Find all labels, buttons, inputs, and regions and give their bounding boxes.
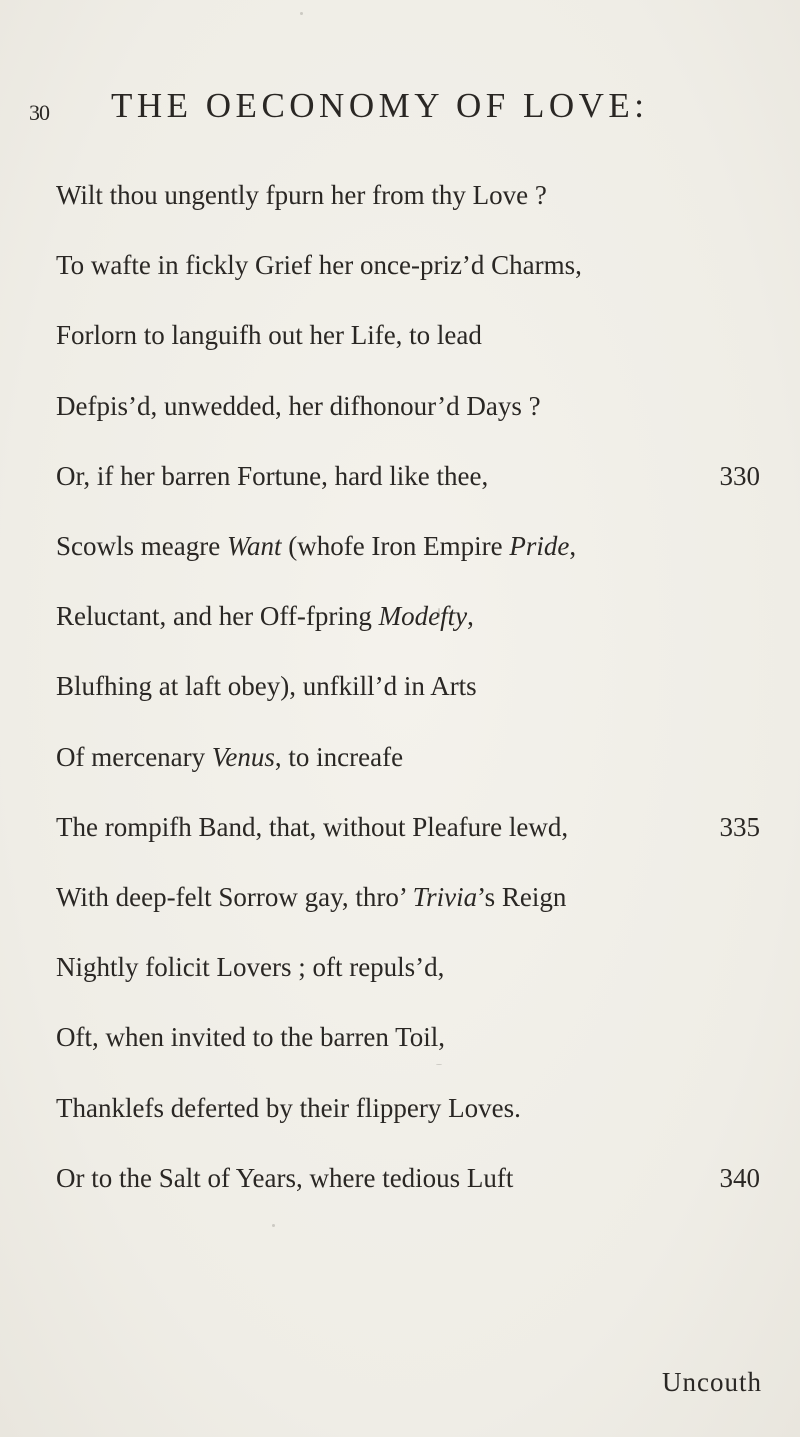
verse-fragment: , [569,531,577,561]
page-number: 30 [29,100,49,125]
italic-word: Pride [509,531,570,561]
verse-line [0,1017,800,1057]
verse-fragment: Or to the Salt of Years, where tedious Luft [56,1163,514,1193]
verse-fragment: , [467,601,474,631]
verse-line-text [56,315,482,355]
verse-fragment: To wafte in fickly Grief her once-priz’d Charms, [56,250,582,280]
verse-fragment: Forlorn to languifh out her Life, to lead [56,320,482,350]
verse-line [0,315,800,355]
verse-fragment: Blufhing at laft obey), unfkill’d in Arts [56,671,477,701]
verse-fragment: Reluctant, and her Off-fpring [56,601,379,631]
verse-line [0,526,800,566]
verse-line [0,877,800,917]
verse-line [0,175,800,215]
italic-word: Trivia [412,882,478,912]
verse-fragment: ’s Reign [477,882,567,912]
verse-line-text [56,1158,513,1198]
verse-line-text [56,807,568,847]
line-number: 330 [719,461,760,491]
italic-word: Venus [211,742,275,772]
verse-fragment: Or, if her barren Fortune, hard like thee, [56,461,489,491]
paper-speck [740,1170,742,1172]
line-number: 335 [719,812,760,842]
verse-line-text [56,737,403,777]
verse-line-text [56,456,488,496]
italic-word: Modefty [378,601,468,631]
verse-fragment: The rompifh Band, that, without Pleafure lewd, [56,812,569,842]
verse-line-text [56,1088,521,1128]
paper-speck [438,608,440,618]
verse-line [0,807,800,847]
verse-line-text [56,666,477,706]
verse-line [0,737,800,777]
paper-speck [300,12,303,15]
verse-fragment: (whofe Iron Empire [281,531,510,561]
verse-line-text [56,175,547,215]
verse-fragment: With deep-felt Sorrow gay, thro’ [56,882,413,912]
verse-line-text [56,386,541,426]
verse-line-text [56,1017,445,1057]
verse-fragment: Wilt thou ungently fpurn her from thy Love ? [56,180,547,210]
verse-line [0,245,800,285]
catchword: Uncouth [662,1367,762,1397]
line-number: 340 [719,1163,760,1193]
verse-line-text [56,877,566,917]
verse-line [0,947,800,987]
verse-fragment: Of mercenary [56,742,212,772]
page-header [29,86,769,126]
verse-fragment: Scowls meagre [56,531,227,561]
italic-word: Want [226,531,282,561]
paper-speck [272,1224,275,1227]
verse-line-text [56,526,576,566]
verse-line-text [56,596,474,636]
verse-line-text [56,245,582,285]
verse-line [0,456,800,496]
verse-line [0,596,800,636]
verse-line [0,1158,800,1198]
verse-fragment: Defpis’d, unwedded, her difhonour’d Days ? [56,391,541,421]
verse-fragment: , to increafe [274,742,404,772]
verse-line [0,1088,800,1128]
verse-line [0,666,800,706]
verse-line-text [56,947,444,987]
verse-fragment: Nightly folicit Lovers ; oft repuls’d, [56,952,445,982]
verse-fragment: Thanklefs deferted by their flippery Loves. [56,1093,521,1123]
paper-speck [436,1064,442,1065]
running-title: THE OECONOMY OF LOVE: [111,86,649,125]
verse-fragment: Oft, when invited to the barren Toil, [56,1022,446,1052]
verse-line [0,386,800,426]
